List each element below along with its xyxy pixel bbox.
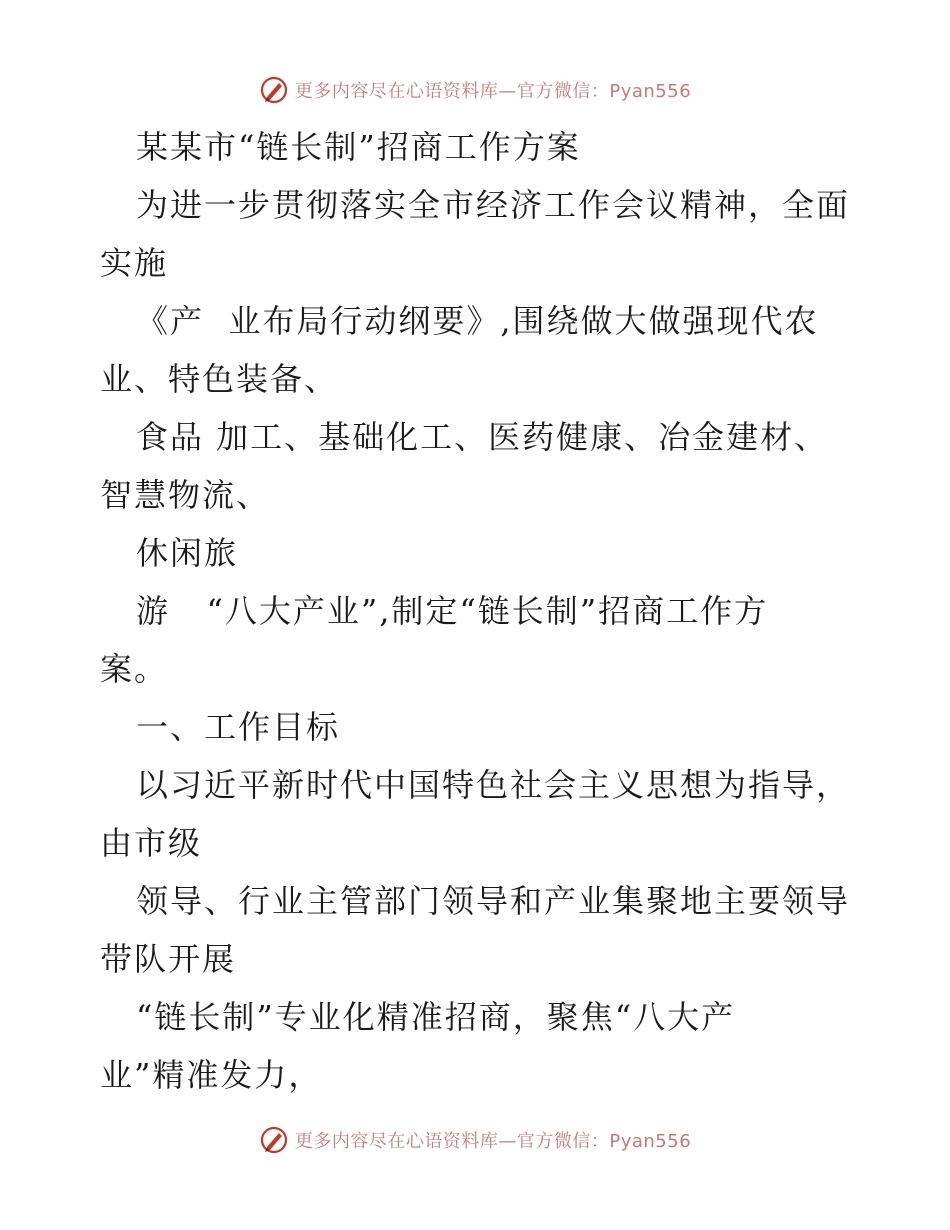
pen-logo-icon <box>259 1125 289 1155</box>
paragraph-line: 由市级 <box>100 824 203 862</box>
paragraph-line: 《产 业布局行动纲要》,围绕做大做强现代农 <box>136 302 819 340</box>
paragraph-line: 业、特色装备、 <box>100 360 339 398</box>
paragraph-line: 实施 <box>100 244 169 282</box>
paragraph-line: 案。 <box>100 650 169 688</box>
footer-watermark <box>0 1120 950 1160</box>
paragraph-line: 食品 加工、基础化工、医药健康、冶金建材、 <box>136 418 829 456</box>
section-heading: 一、工作目标 <box>136 708 341 746</box>
paragraph-line: 领导、行业主管部门领导和产业集聚地主要领导 <box>136 882 851 920</box>
document-title: 某某市“链长制”招商工作方案 <box>136 128 581 166</box>
paragraph-line: 为进一步贯彻落实全市经济工作会议精神，全面 <box>136 186 851 224</box>
paragraph-line: 带队开展 <box>100 940 237 978</box>
paragraph-line: 游 “八大产业”,制定“链长制”招商工作方 <box>136 592 769 630</box>
paragraph-line: 以习近平新时代中国特色社会主义思想为指导， <box>136 766 851 804</box>
paragraph-line: “链长制”专业化精准招商，聚焦“八大产 <box>136 998 736 1036</box>
watermark-text: 更多内容尽在心语资料库—官方微信：Pyan556 <box>294 81 692 102</box>
pen-logo-icon <box>259 75 289 105</box>
watermark-text: 更多内容尽在心语资料库—官方微信：Pyan556 <box>294 1131 692 1152</box>
header-watermark <box>0 70 950 110</box>
paragraph-line: 休闲旅 <box>136 534 239 572</box>
paragraph-line: 智慧物流、 <box>100 476 271 514</box>
paragraph-line: 业”精准发力， <box>100 1056 323 1094</box>
